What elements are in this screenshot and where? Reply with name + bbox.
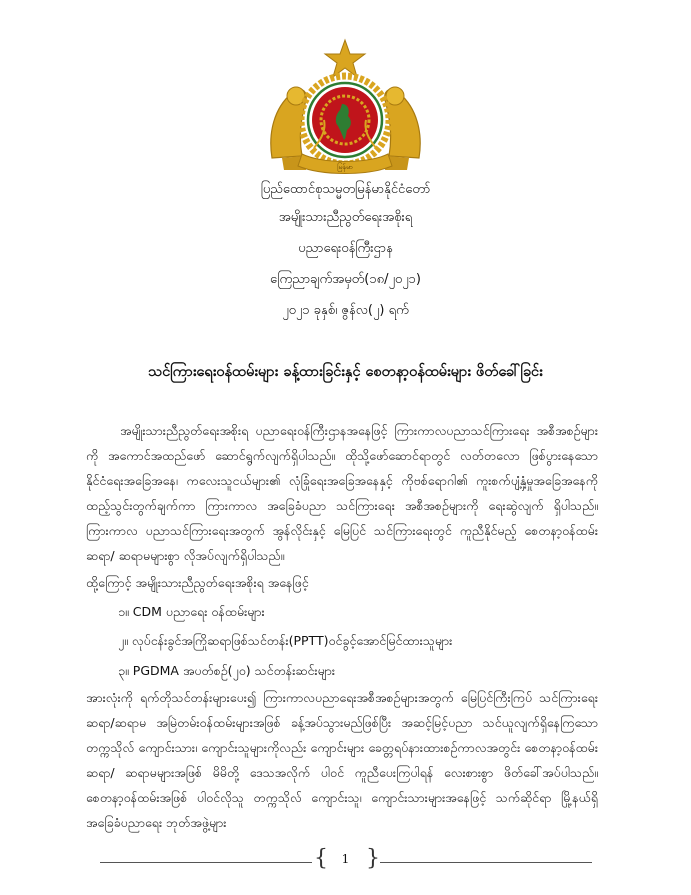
- header-ministry-name: ပညာရေးဝန်ကြီးဌာန: [298, 241, 393, 256]
- closing-paragraph: အားလုံးကို ရက်တိုသင်တန်းများပေး၍ ကြားကာလပညာရေးအစီအစဉ်များအတွက် မြေပြင်ကြီးကြပ် သင်ကြားရေး ဆရာ/ဆရာမ အမြဲတမ်းဝန်ထမ်းများအဖြစ် ခန့်အပ်သွားမည်ဖြစ်ပြီး အဆင့်မြင့်ပညာ သင်ယူလျက်ရှိနေကြသော တက္ကသိုလ် ကျောင်းသား၊ ကျောင်းသူများကိုလည်း ကျောင်းများ ခေတ္တရပ်နားထားစဉ်ကာလအတွင်း စေတနာ့ဝန်ထမ်းဆရာ/ ဆရာမများအဖြစ် မိမိတို့ ဒေသအလိုက် ပါဝင် ကူညီပေးကြပါရန် လေးစားစွာ ဖိတ်ခေါ်အပ်ပါသည်။ စေတနာ့ဝန်ထမ်းအဖြစ် ပါဝင်လိုသူ တက္ကသိုလ် ကျောင်းသူ၊ ကျောင်းသားများအနေဖြင့် သက်ဆိုင်ရာ မြို့နယ်ရှိ အခြေခံပညာရေး ဘုတ်အဖွဲ့များ: [86, 690, 598, 830]
- emblem-ribbon-text: မြန်မာ: [337, 163, 353, 171]
- footer-rule-right: [380, 862, 592, 863]
- footer-left-brace: {: [314, 846, 328, 871]
- header-date: ၂၀၂၁ ခုနှစ်၊ ဇွန်လ(၂) ရက်: [282, 303, 409, 318]
- header-country-name: ပြည်ထောင်စုသမ္မတမြန်မာနိုင်ငံတော်: [260, 182, 431, 197]
- lead-line: ထို့ကြောင့် အမျိုးသားညီညွတ်ရေးအစိုးရ အနေဖြင့်: [86, 575, 309, 590]
- state-seal-icon: [262, 38, 429, 178]
- intro-paragraph: အမျိုးသားညီညွတ်ရေးအစိုးရ ပညာရေးဝန်ကြီးဌာနအနေဖြင့် ကြားကာလပညာသင်ကြားရေး အစီအစဉ်များကို အကောင်အထည်ဖော် ဆောင်ရွက်လျက်ရှိပါသည်။ ထိုသို့ဖော်ဆောင်ရာတွင် လတ်တလော ဖြစ်ပွားနေသော နိုင်ငံရေးအခြေအနေ၊ ကလေးသူငယ်များ၏ လုံခြုံရေးအခြေအနေနှင့် ကိုဗစ်ရောဂါ၏ ကူးစက်ပျံ့နှံ့မှုအခြေအနေကို ထည့်သွင်းတွက်ချက်ကာ ကြားကာလ အခြေခံပညာ သင်ကြားရေး အစီအစဉ်များကို ရေးဆွဲလျက် ရှိပါသည်။ ကြားကာလ ပညာသင်ကြားရေးအတွက် အွန်လိုင်းနှင့် မြေပြင် သင်ကြားရေးတွင် ကူညီနိုင်မည့် စေတနာ့ဝန်ထမ်း ဆရာ/ ဆရာမများစွာ လိုအပ်လျက်ရှိပါသည်။: [86, 423, 598, 563]
- header-government-name: အမျိုးသားညီညွတ်ရေးအစိုးရ: [278, 210, 413, 225]
- page-number: 1: [341, 852, 350, 866]
- list-item-pgdma: ၃။ PGDMA အပတ်စဉ်(၂၀) သင်တန်းဆင်းများ: [118, 663, 336, 678]
- header-announcement-number: ကြေညာချက်အမှတ်(၁၈/၂၀၂၁): [270, 272, 421, 287]
- announcement-title: သင်ကြားရေးဝန်ထမ်းများ ခန့်ထားခြင်းနှင့် စေတနာ့ဝန်ထမ်းများ ဖိတ်ခေါ်ခြင်း: [148, 364, 543, 380]
- list-item-pptt: ၂။ လုပ်ငန်းခွင်အကြိုဆရာဖြစ်သင်တန်း(PPTT)ဝင်ခွင့်အောင်မြင်ထားသူများ: [118, 633, 453, 648]
- footer-right-brace: }: [366, 846, 380, 871]
- list-item-cdm: ၁။ CDM ပညာရေး ဝန်ထမ်းများ: [118, 604, 265, 619]
